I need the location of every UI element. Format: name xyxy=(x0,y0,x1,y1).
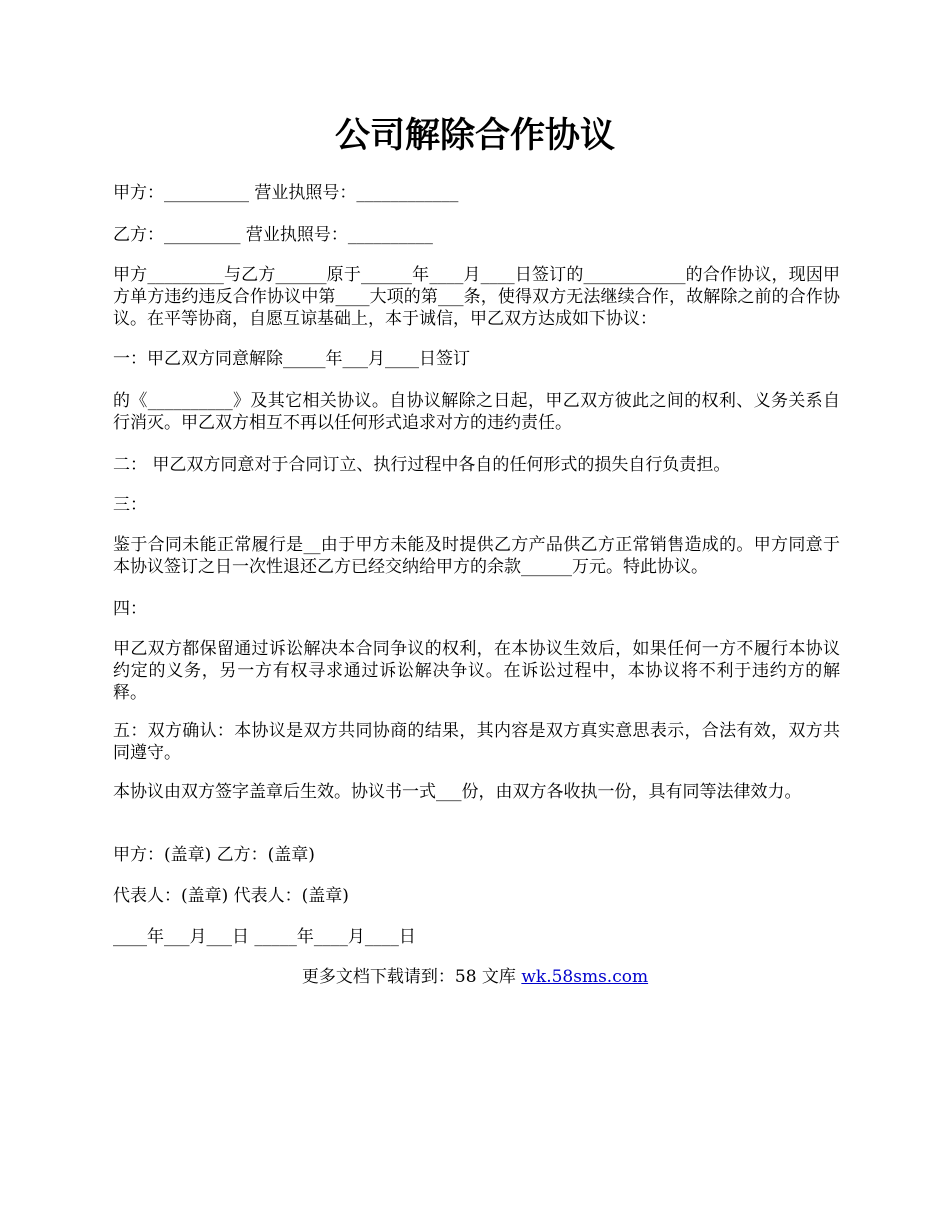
effect-paragraph: 本协议由双方签字盖章后生效。协议书一式___份，由双方各收执一份，具有同等法律效力。 xyxy=(113,782,802,802)
clause-3-body: 鉴于合同未能正常履行是__由于甲方未能及时提供乙方产品供乙方正常销售造成的。甲方同意于本协议签订之日一次性退还乙方已经交纳给甲方的余款______万元。特此协议。 xyxy=(113,535,840,577)
clause-4-heading: 四： xyxy=(113,599,147,619)
document-title: 公司解除合作协议 xyxy=(334,115,615,156)
party-a-line: 甲方：__________ 营业执照号：____________ xyxy=(113,183,459,203)
download-footer xyxy=(0,966,950,988)
clause-1-heading: 一：甲乙双方同意解除_____年___月____日签订 xyxy=(113,349,470,369)
clause-2: 二： 甲乙双方同意对于合同订立、执行过程中各自的任何形式的损失自行负责担。 xyxy=(113,455,731,475)
signature-date-line: ____年___月___日 _____年____月____日 xyxy=(113,927,416,947)
clause-3-heading: 三： xyxy=(113,495,147,515)
party-b-line: 乙方：_________ 营业执照号：__________ xyxy=(113,225,433,245)
intro-paragraph: 甲方_________与乙方______原于______年____月____日签订的____________的合作协议，现因甲方单方违约违反合作协议中第____大项的第___条，使得双方无法继续合作，故解除之前的合作协议。在平等协商，自愿互谅基础上，本于诚信，甲乙双方达成如下协议： xyxy=(113,265,840,329)
signature-representative-line: 代表人：(盖章) 代表人：(盖章) xyxy=(113,886,349,906)
signature-party-line: 甲方：(盖章) 乙方：(盖章) xyxy=(113,845,315,865)
clause-4-body: 甲乙双方都保留通过诉讼解决本合同争议的权利，在本协议生效后，如果任何一方不履行本协议约定的义务，另一方有权寻求通过诉讼解决争议。在诉讼过程中，本协议将不利于违约方的解释。 xyxy=(113,639,840,703)
footer-text: 更多文档下载请到：58 文库 xyxy=(301,967,522,987)
clause-5: 五：双方确认：本协议是双方共同协商的结果，其内容是双方真实意思表示，合法有效，双方共同遵守。 xyxy=(113,721,840,763)
clause-1-body: 的《__________》及其它相关协议。自协议解除之日起，甲乙双方彼此之间的权利、义务关系自行消灭。甲乙双方相互不再以任何形式追求对方的违约责任。 xyxy=(113,391,840,433)
footer-link[interactable]: wk.58sms.com xyxy=(521,967,649,987)
